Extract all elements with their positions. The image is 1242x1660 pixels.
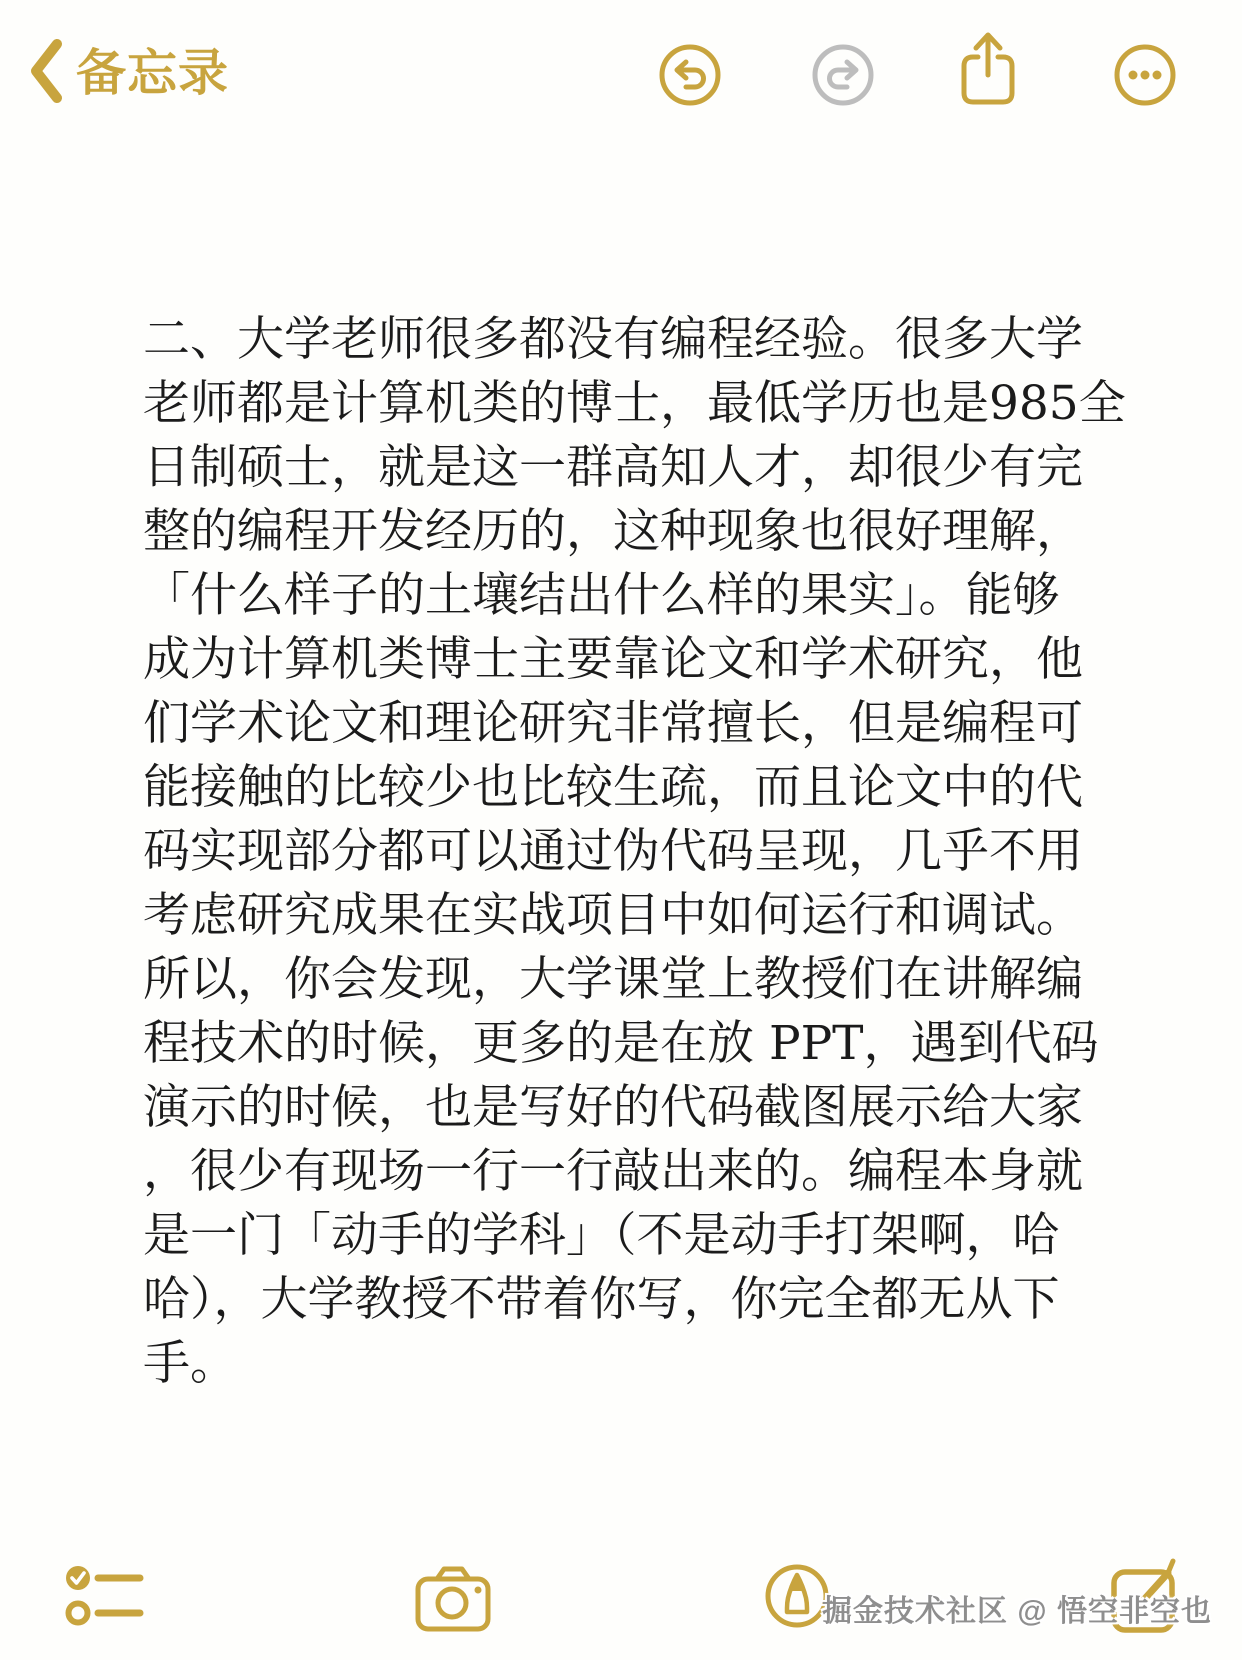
note-line: 手。 bbox=[143, 1336, 237, 1391]
chevron-left-icon bbox=[28, 38, 64, 109]
note-line: 能接触的比较少也比较生疏，而且论文中的代 bbox=[143, 760, 1083, 815]
note-line: 二、大学老师很多都没有编程经验。很多大学 bbox=[143, 312, 1083, 367]
note-line: 码实现部分都可以通过伪代码呈现，几乎不用 bbox=[143, 824, 1083, 879]
checklist-icon bbox=[64, 1564, 146, 1628]
more-button[interactable] bbox=[1113, 43, 1177, 107]
camera-icon bbox=[415, 1566, 491, 1632]
note-line: 考虑研究成果在实战项目中如何运行和调试。 bbox=[143, 888, 1083, 943]
back-button-label: 备忘录 bbox=[76, 45, 229, 101]
redo-button bbox=[811, 43, 875, 107]
note-line: 演示的时候，也是写好的代码截图展示给大家 bbox=[143, 1080, 1083, 1135]
note-line: 程技术的时候，更多的是在放 PPT，遇到代码 bbox=[143, 1016, 1099, 1071]
note-line: 整的编程开发经历的，这种现象也很好理解， bbox=[143, 504, 1083, 559]
note-line: ，很少有现场一行一行敲出来的。编程本身就 bbox=[143, 1144, 1083, 1199]
note-body[interactable] bbox=[143, 308, 1126, 1396]
share-icon bbox=[956, 30, 1020, 110]
note-line: 「什么样子的土壤结出什么样的果实」。能够 bbox=[143, 568, 1060, 623]
checklist-button[interactable] bbox=[64, 1564, 146, 1628]
markup-pen-icon bbox=[765, 1564, 829, 1628]
note-line: 日制硕士，就是这一群高知人才，却很少有完 bbox=[143, 440, 1083, 495]
note-line: 哈），大学教授不带着你写，你完全都无从下 bbox=[143, 1272, 1060, 1327]
note-line: 老师都是计算机类的博士，最低学历也是985全 bbox=[143, 376, 1126, 431]
watermark: 掘金技术社区 @ 悟空非空也 bbox=[822, 1595, 1212, 1628]
undo-button[interactable] bbox=[658, 43, 722, 107]
redo-icon bbox=[811, 43, 875, 107]
camera-button[interactable] bbox=[415, 1566, 491, 1632]
markup-button[interactable] bbox=[765, 1564, 829, 1628]
undo-icon bbox=[658, 43, 722, 107]
share-button[interactable] bbox=[956, 30, 1020, 110]
note-line: 成为计算机类博士主要靠论文和学术研究，他 bbox=[143, 632, 1083, 687]
note-line: 所以，你会发现，大学课堂上教授们在讲解编 bbox=[143, 952, 1083, 1007]
ellipsis-circle-icon bbox=[1113, 43, 1177, 107]
note-line: 们学术论文和理论研究非常擅长，但是编程可 bbox=[143, 696, 1083, 751]
back-button[interactable] bbox=[28, 38, 229, 108]
note-line: 是一门「动手的学科」（不是动手打架啊，哈 bbox=[143, 1208, 1060, 1263]
